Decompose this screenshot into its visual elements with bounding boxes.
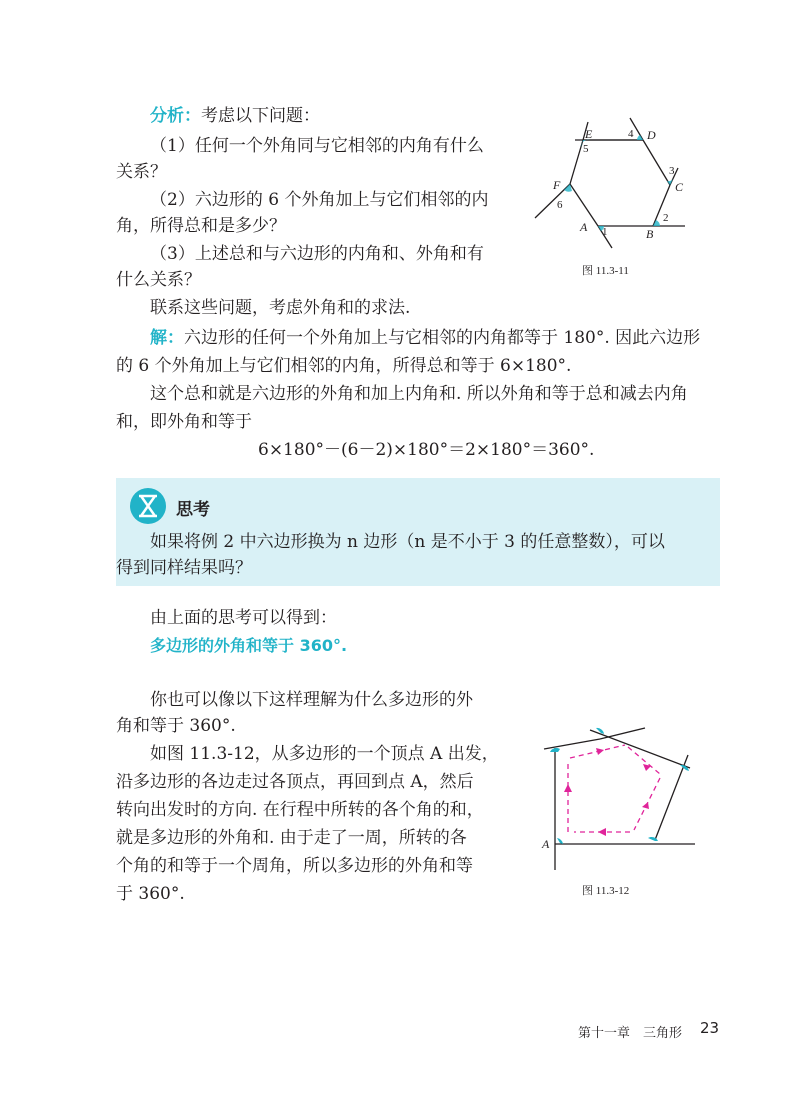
conclusion-statement: 多边形的外角和等于 360°.: [150, 636, 348, 655]
solution-line-1: 解：六边形的任何一个外角加上与它相邻的内角都等于 180°. 因此六边形: [150, 328, 701, 348]
question-1-b: 关系？: [116, 162, 167, 182]
explain-line-5: 转向出发时的方向. 在行程中所转的各个角的和，: [116, 800, 484, 820]
angle-6: 6: [557, 199, 563, 211]
angle-4: 4: [628, 128, 634, 140]
think-line-2: 得到同样结果吗？: [116, 558, 252, 578]
question-3-b: 什么关系？: [116, 270, 201, 290]
vertex-A: A: [580, 220, 588, 234]
angle-1: 1: [602, 226, 608, 238]
question-2-b: 角，所得总和是多少？: [116, 216, 286, 236]
think-icon: [128, 486, 168, 526]
explain-line-6: 就是多边形的外角和. 由于走了一周，所转的各: [116, 828, 467, 848]
explain-line-2: 角和等于 360°.: [116, 716, 236, 736]
question-3-a: （3）上述总和与六边形的内角和、外角和有: [150, 244, 484, 264]
vertex-B: B: [646, 227, 654, 241]
solution-line-2: 的 6 个外角加上与它们相邻的内角，所得总和等于 6×180°.: [116, 356, 572, 376]
explain-line-3: 如图 11.3-12，从多边形的一个顶点 A 出发，: [150, 744, 499, 764]
vertex-E: E: [585, 127, 593, 141]
explain-line-1: 你也可以像以下这样理解为什么多边形的外: [150, 690, 473, 710]
think-title: 思考: [176, 500, 210, 520]
figure2-caption: 图 11.3-12: [582, 885, 630, 897]
question-2-a: （2）六边形的 6 个外角加上与它们相邻的内: [150, 190, 489, 210]
vertex-C: C: [675, 180, 684, 194]
analysis-intro: 考虑以下问题：: [201, 106, 320, 126]
vertex-A-label: A: [542, 837, 550, 851]
hexagon-figure: [520, 110, 720, 270]
solution-line-3: 这个总和就是六边形的外角和加上内角和. 所以外角和等于总和减去内角: [150, 384, 688, 404]
analysis-line: [150, 104, 320, 128]
solution-label: 解：: [150, 328, 184, 348]
solution-formula: 6×180°－(6－2)×180°＝2×180°＝360°.: [258, 440, 595, 460]
pentagon-walk-figure: [530, 710, 730, 870]
explain-line-4: 沿多边形的各边走过各顶点，再回到点 A，然后: [116, 772, 474, 792]
figure1-caption: 图 11.3-11: [582, 265, 629, 277]
angle-5: 5: [583, 143, 589, 155]
question-1-a: （1）任何一个外角同与它相邻的内角有什么: [150, 136, 484, 156]
vertex-F: F: [553, 178, 561, 192]
conclusion-lead: 由上面的思考可以得到：: [150, 608, 337, 628]
explain-line-8: 于 360°.: [116, 884, 185, 904]
vertex-D: D: [647, 128, 656, 142]
analysis-label: 分析：: [150, 106, 201, 126]
page-number: 23: [700, 1019, 720, 1037]
footer-chapter: 第十一章 三角形: [578, 1026, 683, 1041]
angle-3: 3: [669, 165, 675, 177]
solution-line-4: 和，即外角和等于: [116, 412, 252, 432]
think-line-1: 如果将例 2 中六边形换为 n 边形（n 是不小于 3 的任意整数），可以: [150, 532, 665, 552]
angle-2: 2: [663, 212, 669, 224]
analysis-link: 联系这些问题，考虑外角和的求法.: [150, 298, 411, 318]
explain-line-7: 个角的和等于一个周角，所以多边形的外角和等: [116, 856, 473, 876]
